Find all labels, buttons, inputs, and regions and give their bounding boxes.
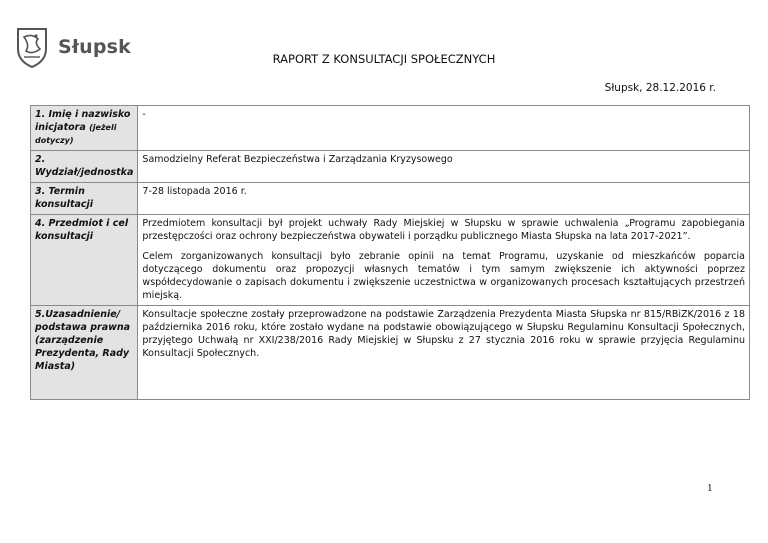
row-value-paragraph: - [142, 109, 146, 120]
row-label-text: 2. Wydział/jednostka [35, 154, 134, 178]
row-value [138, 106, 750, 151]
row-label-text: 4. Przedmiot i cel konsultacji [35, 218, 129, 242]
row-label [31, 306, 138, 400]
table-row [31, 215, 750, 306]
row-label [31, 183, 138, 215]
row-value-paragraph: Konsultacje społeczne zostały przeprowadzone na podstawie Zarządzenia Prezydenta Miasta Słupska nr 815/RBiZK/2016 z 18 października 2016 roku, które zostało wydane na podstawie obowiązującego w Słupsku Regulaminu Konsultacji Społecznych, przyjętego Uchwałą nr XXI/238/2016 Rady Miejskiej w Słupsku z 27 stycznia 2016 roku w sprawie przyjęcia Regulaminu Konsultacji Społecznych. [142, 309, 745, 359]
table-row [31, 106, 750, 151]
row-value [138, 215, 750, 306]
row-label-note: (jeżeli dotyczy) [35, 123, 117, 145]
row-value [138, 306, 750, 400]
row-label [31, 151, 138, 183]
row-value-paragraph: 7-28 listopada 2016 r. [142, 186, 247, 197]
row-value-paragraph: Samodzielny Referat Bezpieczeństwa i Zarządzania Kryzysowego [142, 154, 453, 165]
row-label [31, 215, 138, 306]
row-value-paragraph: Przedmiotem konsultacji był projekt uchwały Rady Miejskiej w Słupsku w sprawie uchwalenia „Programu zapobiegania przestępczości oraz ochrony bezpieczeństwa obywateli i porządku publicznego Miasta Słupska na lata 2017-2021”. [142, 218, 745, 242]
consultation-table [30, 105, 750, 400]
table-row [31, 306, 750, 400]
logo-text: Słupsk [58, 36, 132, 58]
row-label-text: 5.Uzasadnienie/ podstawa prawna (zarządzenie Prezydenta, Rady Miasta) [35, 309, 131, 372]
table-row [31, 151, 750, 183]
document-date: Słupsk, 28.12.2016 r. [604, 82, 716, 94]
row-label-text: 3. Termin konsultacji [35, 186, 94, 210]
table-row [31, 183, 750, 215]
row-value [138, 183, 750, 215]
row-value-paragraph: Celem zorganizowanych konsultacji było zebranie opinii na temat Programu, uzyskanie od mieszkańców poparcia dotyczącego dokumentu oraz propozycji własnych tematów i tym samym zwiększenie ich aktywności poprzez współdecydowanie o zapisach dokumentu i zwiększenie uczestnictwa w organizowanych procesach kształtujących przestrzeń miejską. [142, 251, 745, 301]
row-label-text: 1. Imię i nazwisko inicjatora [35, 109, 131, 133]
page-number: 1 [707, 482, 713, 494]
document-title: RAPORT Z KONSULTACJI SPOŁECZNYCH [272, 52, 496, 66]
row-value [138, 151, 750, 183]
row-label [31, 106, 138, 151]
